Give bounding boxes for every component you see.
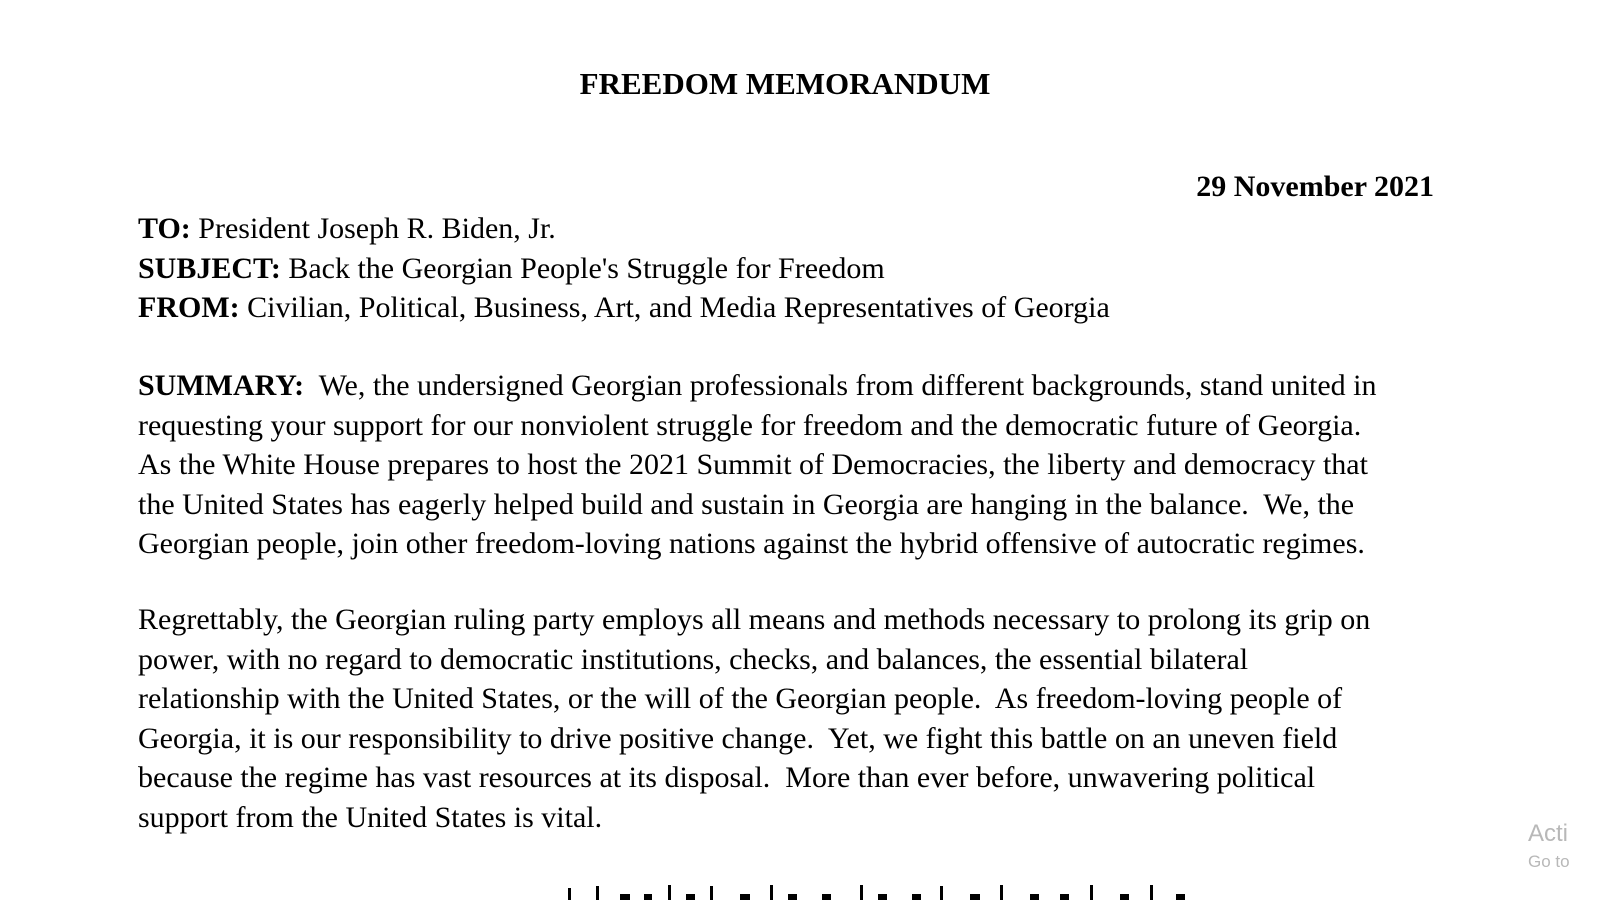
summary-paragraph bbox=[138, 366, 1458, 564]
summary-line: As the White House prepares to host the 2021 Summit of Democracies, the liberty and democracy that bbox=[138, 448, 1368, 481]
cutoff-text-fragment bbox=[560, 880, 1200, 900]
body-paragraph bbox=[138, 600, 1458, 837]
from-value: Civilian, Political, Business, Art, and Media Representatives of Georgia bbox=[239, 291, 1110, 324]
to-value: President Joseph R. Biden, Jr. bbox=[190, 212, 556, 245]
from-label: FROM: bbox=[138, 291, 240, 324]
activation-subtitle: Go to bbox=[1528, 852, 1570, 871]
to-line bbox=[138, 209, 1110, 249]
subject-line bbox=[138, 249, 1110, 289]
summary-line: requesting your support for our nonviolent struggle for freedom and the democratic future of Georgia. bbox=[138, 408, 1362, 442]
summary-line: Georgian people, join other freedom-loving nations against the hybrid offensive of autocratic regimes. bbox=[138, 527, 1365, 560]
subject-value: Back the Georgian People's Struggle for Freedom bbox=[280, 251, 885, 285]
paragraph-line: power, with no regard to democratic institutions, checks, and balances, the essential bilateral bbox=[138, 642, 1249, 676]
summary-line: the United States has eagerly helped build and sustain in Georgia are hanging in the balance. We, the bbox=[138, 487, 1355, 521]
to-label: TO: bbox=[138, 212, 191, 245]
paragraph-line: support from the United States is vital. bbox=[138, 800, 603, 834]
document-title: FREEDOM MEMORANDUM bbox=[579, 66, 991, 101]
cutoff-glyph-tops bbox=[560, 880, 1200, 900]
summary-line bbox=[138, 366, 1458, 406]
from-line bbox=[138, 288, 1110, 328]
memo-header bbox=[138, 209, 1110, 328]
paragraph-line: Regrettably, the Georgian ruling party employs all means and methods necessary to prolong its grip on bbox=[138, 603, 1371, 636]
subject-label: SUBJECT: bbox=[138, 251, 281, 285]
paragraph-line: because the regime has vast resources at its disposal. More than ever before, unwavering political bbox=[138, 761, 1316, 794]
summary-label: SUMMARY: bbox=[138, 369, 305, 402]
paragraph-line: relationship with the United States, or the will of the Georgian people. As freedom-loving people of bbox=[138, 682, 1343, 715]
document-date: 29 November 2021 bbox=[1196, 170, 1434, 203]
paragraph-line: Georgia, it is our responsibility to drive positive change. Yet, we fight this battle on an uneven field bbox=[138, 721, 1338, 755]
windows-activation-watermark bbox=[1528, 817, 1570, 873]
activation-title: Acti bbox=[1528, 820, 1569, 847]
summary-text: We, the undersigned Georgian professionals from different backgrounds, stand united in bbox=[304, 369, 1377, 402]
